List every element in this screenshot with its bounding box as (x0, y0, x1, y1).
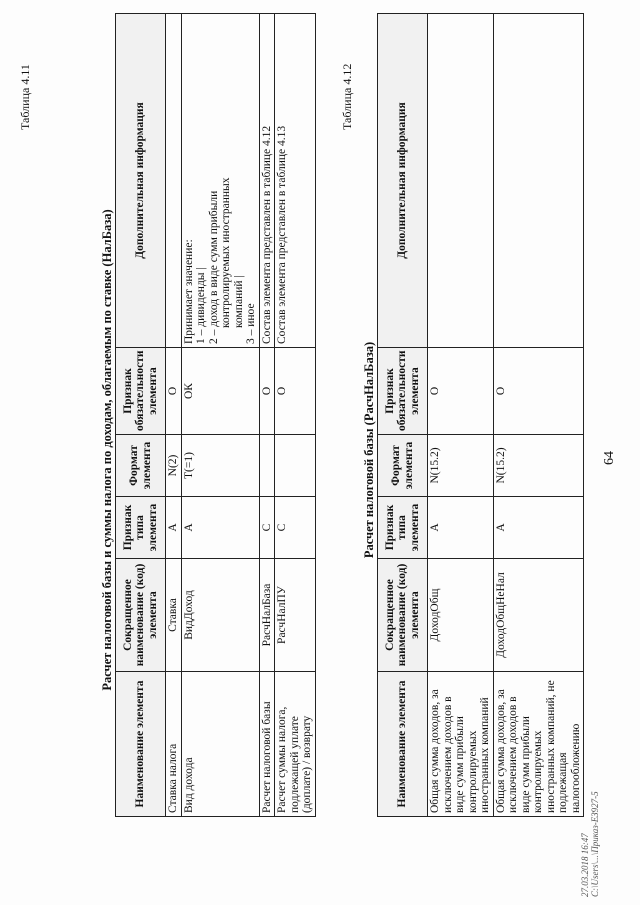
cell-name: Расчет суммы налога, подлежащей уплате (доплате) / возврату (275, 672, 316, 817)
cell-format (275, 435, 316, 497)
cell-code: ДоходОбщ (428, 559, 494, 672)
cell-format: N(2) (166, 435, 182, 497)
cell-code: ВидДоход (181, 559, 259, 672)
cell-info (181, 14, 259, 348)
header-format: Формат элемента (378, 435, 428, 497)
cell-code: Ставка (166, 559, 182, 672)
info-line: 3 – иное (245, 303, 257, 344)
cell-type: А (166, 497, 182, 559)
cell-type: А (493, 497, 584, 559)
header-format: Формат элемента (116, 435, 166, 497)
table-row (166, 14, 182, 817)
header-required: Признак обязательности элемента (378, 348, 428, 435)
cell-required: О (275, 348, 316, 435)
cell-code: ДоходОбщНеНал (493, 559, 584, 672)
header-code: Сокращенное наименование (код) элемента (378, 559, 428, 672)
cell-name: Общая сумма доходов, за исключением доходов в виде сумм прибыли контролируемых иностранных компаний, не подлежащая налогообложению (493, 672, 584, 817)
table-row (428, 14, 494, 817)
info-line: контролируемых иностранных (220, 177, 232, 328)
cell-info (493, 14, 584, 348)
print-stamp (580, 791, 600, 897)
cell-format: N(15.2) (428, 435, 494, 497)
cell-required: ОК (181, 348, 259, 435)
table-row (259, 14, 275, 817)
header-info: Дополнительная информация (378, 14, 428, 348)
cell-info (166, 14, 182, 348)
cell-info: Состав элемента представлен в таблице 4.13 (275, 14, 316, 348)
table-4-12-label: Таблица 4.12 (340, 63, 354, 130)
cell-required: О (493, 348, 584, 435)
header-name: Наименование элемента (378, 672, 428, 817)
cell-type: А (181, 497, 259, 559)
cell-name: Ставка налога (166, 672, 182, 817)
cell-format: N(15.2) (493, 435, 584, 497)
header-code: Сокращенное наименование (код) элемента (116, 559, 166, 672)
cell-format: T(=1) (181, 435, 259, 497)
cell-name: Общая сумма доходов, за исключением доходов в виде сумм прибыли контролируемых иностранных компаний (428, 672, 494, 817)
cell-code: РасчНалПУ (275, 559, 316, 672)
table-row (493, 14, 584, 817)
header-type: Признак типа элемента (378, 497, 428, 559)
cell-type: С (259, 497, 275, 559)
cell-name: Вид дохода (181, 672, 259, 817)
page-number: 64 (602, 451, 617, 465)
header-required: Признак обязательности элемента (116, 348, 166, 435)
stamp-path: C:\Users\...\Приказ-ЕЗ927-5 (590, 791, 600, 897)
cell-required: О (166, 348, 182, 435)
cell-info: Состав элемента представлен в таблице 4.12 (259, 14, 275, 348)
table-row (181, 14, 259, 817)
table-4-11-title: Расчет налоговой базы и суммы налога по доходам, облагаемым по ставке (НалБаза) (100, 209, 114, 691)
table-4-11-label: Таблица 4.11 (18, 64, 32, 130)
header-type: Признак типа элемента (116, 497, 166, 559)
cell-required: О (428, 348, 494, 435)
table-4-12-title: Расчет налоговой базы (РасчНалБаза) (362, 341, 376, 559)
cell-format (259, 435, 275, 497)
cell-name: Расчет налоговой базы (259, 672, 275, 817)
info-line: 1 – дивиденды | (195, 267, 207, 344)
cell-required: О (259, 348, 275, 435)
stamp-date: 27.03.2018 16:47 (580, 833, 590, 897)
cell-type: С (275, 497, 316, 559)
cell-info (428, 14, 494, 348)
cell-code: РасчНалБаза (259, 559, 275, 672)
table-row (275, 14, 316, 817)
info-line: компаний | (232, 275, 245, 328)
info-line: 2 – доход в виде сумм прибыли (207, 190, 220, 344)
table-4-11 (115, 13, 316, 817)
header-name: Наименование элемента (116, 672, 166, 817)
table-4-12 (377, 13, 584, 817)
header-info: Дополнительная информация (116, 14, 166, 348)
info-line: Принимает значение: (182, 239, 195, 344)
cell-type: А (428, 497, 494, 559)
